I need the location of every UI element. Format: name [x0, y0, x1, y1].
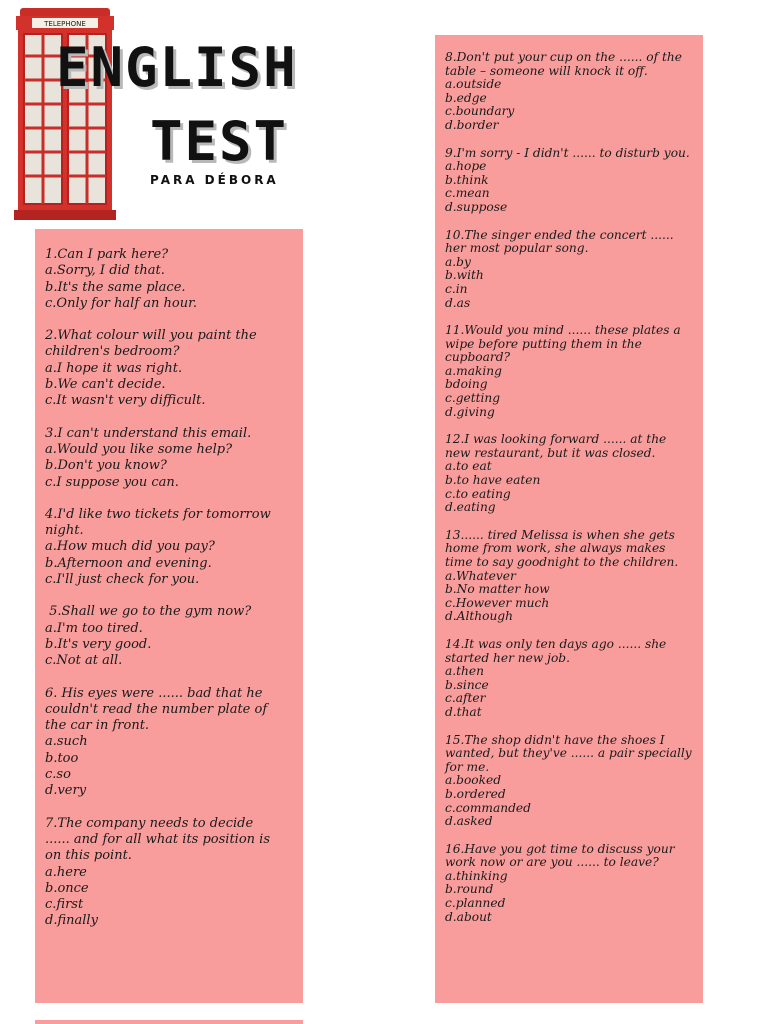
question-stem: 8.Don't put your cup on the ...... of the table – someone will knock it off. — [445, 50, 686, 78]
answer-option: d.border — [445, 117, 499, 132]
question-stem: 12.I was looking forward ...... at the new restaurant, but it was closed. — [445, 432, 671, 460]
answer-option: c.in — [445, 281, 468, 296]
answer-option: d.as — [445, 295, 471, 310]
question-stem: 4.I'd like two tickets for tomorrow night. — [45, 506, 275, 539]
answer-option: b.with — [445, 268, 484, 283]
question-stem: 5.Shall we go to the gym now? — [45, 604, 252, 620]
question-13 — [445, 529, 703, 624]
question-stem: 16.Have you got time to discuss your work now or are you ...... to leave? — [445, 841, 679, 870]
answer-option: a.thinking — [445, 868, 508, 883]
answer-option: c.However much — [445, 595, 550, 610]
answer-option: c.It wasn't very difficult. — [45, 393, 206, 409]
question-2 — [45, 328, 303, 409]
answer-option: c.commanded — [445, 800, 531, 815]
answer-option: a.to eat — [445, 459, 492, 474]
answer-option: d.suppose — [445, 199, 508, 214]
answer-option: d.very — [45, 783, 87, 799]
answer-option: a.How much did you pay? — [45, 539, 215, 555]
questions-panel-left — [35, 229, 303, 1003]
answer-option: c.Not at all. — [45, 653, 123, 669]
answer-option: a.then — [445, 664, 484, 679]
answer-option: b.Don't you know? — [45, 458, 167, 474]
question-14 — [445, 638, 703, 720]
question-stem: 2.What colour will you paint the children's bedroom? — [45, 328, 261, 360]
answer-option: c.Only for half an hour. — [45, 295, 198, 311]
answer-option: c.I suppose you can. — [45, 474, 179, 490]
answer-option: c.first — [45, 897, 84, 913]
answer-option: c.I'll just check for you. — [45, 572, 200, 588]
answer-option: d.eating — [445, 500, 496, 515]
answer-option: c.after — [445, 691, 486, 706]
question-stem: 11.Would you mind ...... these plates a wipe before putting them in the cupboard? — [445, 323, 685, 365]
answer-option: a.I'm too tired. — [45, 620, 143, 636]
question-4 — [45, 507, 303, 588]
answer-option: b.ordered — [445, 786, 506, 801]
answer-option: b.round — [445, 882, 494, 897]
answer-option: b.edge — [445, 90, 487, 105]
answer-option: b.since — [445, 677, 489, 692]
answer-option: a.Sorry, I did that. — [45, 263, 165, 279]
panel-divider — [35, 1020, 303, 1024]
answer-option: a.here — [45, 864, 87, 880]
question-16 — [445, 843, 703, 925]
answer-option: c.getting — [445, 391, 501, 406]
answer-option: d.finally — [45, 913, 98, 929]
answer-option: b.It's very good. — [45, 636, 152, 652]
answer-option: d.Although — [445, 609, 513, 624]
answer-option: b.Afternoon and evening. — [45, 555, 212, 571]
answer-option: c.planned — [445, 896, 506, 911]
question-3 — [45, 426, 303, 491]
question-10 — [445, 229, 703, 311]
answer-option: a.outside — [445, 77, 502, 92]
answer-option: d.that — [445, 704, 482, 719]
question-stem: 13...... tired Melissa is when she gets home from work, she always makes time to say goodnight to the children. — [445, 527, 679, 569]
question-5 — [45, 604, 303, 669]
question-stem: 15.The shop didn't have the shoes I wanted, but they've ...... a pair specially for me. — [445, 732, 696, 774]
question-stem: 7.The company needs to decide ...... and for all what its position is on this point. — [45, 815, 275, 864]
question-stem: 10.The singer ended the concert ...... her most popular song. — [445, 227, 678, 256]
answer-option: c.boundary — [445, 104, 515, 119]
question-stem: 9.I'm sorry - I didn't ...... to disturb you. — [445, 145, 690, 160]
booth-sign-text: TELEPHONE — [44, 20, 86, 28]
questions-panel-right — [435, 35, 703, 1003]
answer-option: d.giving — [445, 404, 495, 419]
question-15 — [445, 734, 703, 829]
answer-option: c.to eating — [445, 486, 511, 501]
question-stem: 6. His eyes were ...... bad that he couldn't read the number plate of the car in front. — [45, 685, 272, 734]
answer-option: a.I hope it was right. — [45, 360, 183, 376]
question-6 — [45, 686, 303, 800]
answer-option: b.to have eaten — [445, 473, 541, 488]
answer-option: a.by — [445, 254, 471, 269]
answer-option: a.hope — [445, 159, 487, 174]
answer-option: d.about — [445, 909, 492, 924]
answer-option: b.too — [45, 750, 79, 766]
question-11 — [445, 324, 703, 419]
title-test: TEST — [150, 110, 289, 173]
answer-option: a.making — [445, 363, 502, 378]
answer-option: bdoing — [445, 377, 488, 392]
title-english: ENGLISH — [56, 36, 298, 99]
answer-option: b.It's the same place. — [45, 279, 186, 295]
question-8 — [445, 51, 703, 133]
answer-option: b.We can't decide. — [45, 377, 166, 393]
answer-option: a.Whatever — [445, 568, 516, 583]
answer-option: a.Would you like some help? — [45, 441, 233, 457]
answer-option: a.booked — [445, 773, 502, 788]
answer-option: c.mean — [445, 186, 490, 201]
question-stem: 14.It was only ten days ago ...... she started her new job. — [445, 636, 671, 665]
question-9 — [445, 147, 703, 215]
question-stem: 1.Can I park here? — [45, 247, 169, 262]
question-12 — [445, 433, 703, 515]
answer-option: b.once — [45, 880, 89, 896]
answer-option: b.think — [445, 172, 489, 187]
subtitle: PARA DÉBORA — [150, 173, 279, 187]
answer-option: d.asked — [445, 814, 493, 829]
question-1 — [45, 247, 303, 312]
question-stem: 3.I can't understand this email. — [45, 425, 252, 441]
answer-option: a.such — [45, 734, 88, 750]
answer-option: b.No matter how — [445, 582, 550, 597]
question-7 — [45, 816, 303, 930]
answer-option: c.so — [45, 767, 71, 783]
